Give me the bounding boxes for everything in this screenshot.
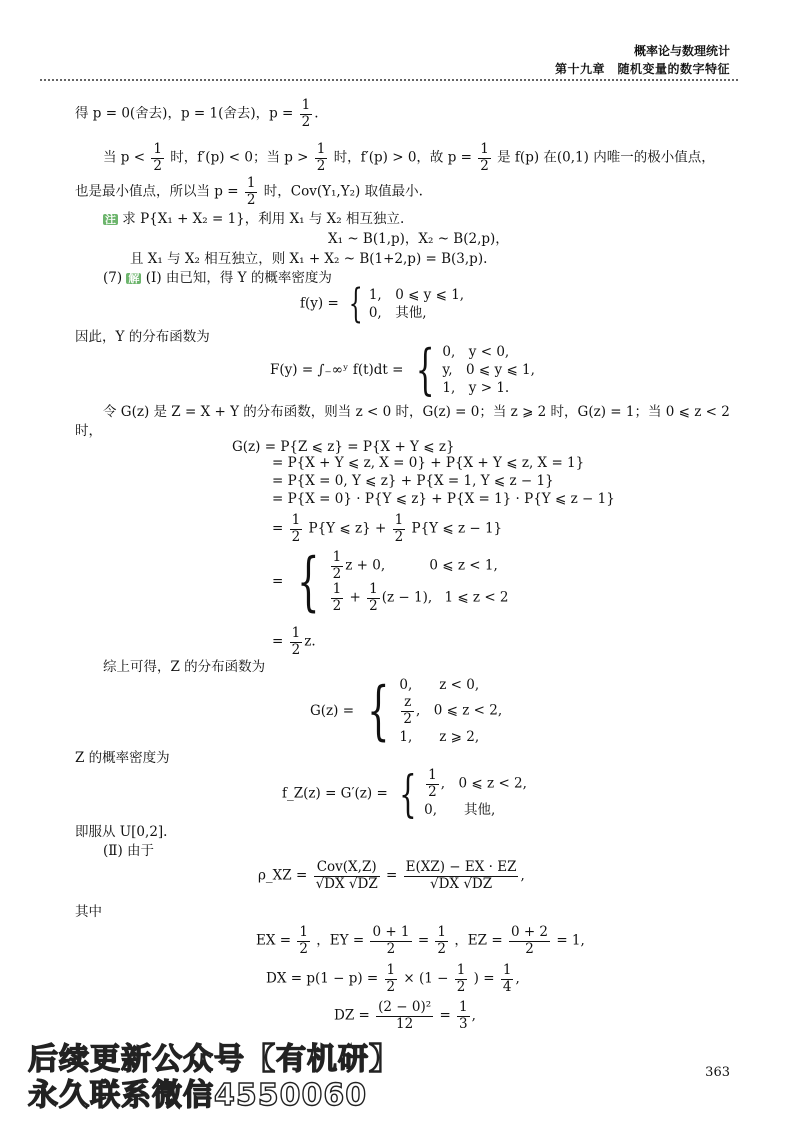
- formula-Gz: G(z) = { 0, z < 0, $\frac{z}{2}$ , 0 ⩽ z < 2, 1, z ⩾ 2,: [310, 674, 503, 749]
- watermark-line-1: 后续更新公众号【有机研】: [28, 1042, 400, 1077]
- text-line: 也是最小值点，所以当 p = $\frac{1}{2}$ 时，Cov(Y₁,Y₂) 取值最小.: [75, 175, 423, 208]
- text-line: 其中: [75, 904, 102, 920]
- solution-tag: 解: [128, 272, 140, 285]
- formula-dz: DZ = $\frac{\text{(2 − 0)²}}{12}$ = $\frac{1}{3}$ ,: [334, 999, 476, 1032]
- derivation-step: = P{X = 0, Y ⩽ z} + P{X = 1, Y ⩽ z − 1}: [272, 473, 554, 489]
- formula-expectations: EX = $\frac{1}{2}$ ，EY = $\frac{0 + 1}{2}$ = $\frac{1}{2}$ ，EZ = $\frac{0 + 2}{2}$ = 1,: [256, 924, 585, 957]
- formula-Fy: F(y) = ∫₋∞ʸ f(t)dt = { 0, y < 0, y, 0 ⩽ y ⩽ 1, 1, y > 1.: [270, 338, 535, 402]
- text-line: 因此，Y 的分布函数为: [75, 329, 210, 345]
- text-line: (Ⅱ) 由于: [103, 843, 155, 859]
- formula-rho: ρ_XZ = $\frac{\text{Cov(X,Z)}}{√DX √DZ}$ = $\frac{E(XZ) - EX \cdot EZ}{√DX √DZ}$ ,: [258, 859, 525, 892]
- note-tag: 注: [105, 213, 116, 226]
- text-line: X₁ ~ B(1,p)，X₂ ~ B(2,p)，: [328, 231, 509, 247]
- derivation-step: G(z) = P{Z ⩽ z} = P{X + Y ⩽ z}: [232, 439, 455, 455]
- book-title: 概率论与数理统计: [633, 44, 730, 58]
- formula-fz: f_Z(z) = G′(z) = { $\frac{1}{2}$ , 0 ⩽ z < 2, 0, 其他,: [282, 765, 527, 824]
- header-divider: [40, 79, 738, 81]
- text-line: 且 X₁ 与 X₂ 相互独立，则 X₁ + X₂ ~ B(1+2,p) = B(3,p).: [130, 251, 488, 267]
- derivation-step: = $\frac{1}{2}$ P{Y ⩽ z} + $\frac{1}{2}$ P{Y ⩽ z − 1}: [272, 512, 503, 545]
- text-line: 即服从 U[0,2].: [75, 824, 168, 840]
- text-line: 令 G(z) 是 Z = X + Y 的分布函数，则当 z < 0 时，G(z) = 0；当 z ⩾ 2 时，G(z) = 1；当 0 ⩽ z < 2: [103, 404, 730, 420]
- text-line: Z 的概率密度为: [75, 750, 170, 766]
- derivation-step: = P{X + Y ⩽ z, X = 0} + P{X + Y ⩽ z, X = 1}: [272, 455, 585, 471]
- text-line: 时，: [75, 423, 102, 439]
- page-number: 363: [705, 1065, 730, 1080]
- formula-fy: f(y) = { 1, 0 ⩽ y ⩽ 1, 0, 其他,: [300, 281, 465, 327]
- solution-line: (7) 解 (Ⅰ) 由已知，得 Y 的概率密度为: [103, 270, 332, 286]
- text-line: 综上可得，Z 的分布函数为: [103, 659, 266, 675]
- text-line: 当 p < $\frac{1}{2}$ 时，f′(p) < 0；当 p > $\frac{1}{2}$ 时，f′(p) > 0，故 p = $\frac{1}{2}$ 是 f(p) 在(0,1) 内唯一的极小值点，: [103, 141, 715, 174]
- text-line: 得 p = 0(舍去)，p = 1(舍去)，p = $\frac{1}{2}$ .: [75, 97, 319, 130]
- derivation-cases: = { $\frac{1}{2}$ z + 0, 0 ⩽ z < 1, $\frac{1}{2}$ + $\frac{1}{2}$ (z − 1), 1 ⩽ z < 2: [272, 545, 509, 620]
- formula-dx: DX = p(1 − p) = $\frac{1}{2}$ × (1 − $\frac{1}{2}$ ) = $\frac{1}{4}$ ,: [266, 962, 520, 995]
- derivation-step: = P{X = 0} · P{Y ⩽ z} + P{X = 1} · P{Y ⩽ z − 1}: [272, 491, 615, 507]
- derivation-step: = $\frac{1}{2}$ z.: [272, 625, 316, 658]
- note-line: 注 求 P{X₁ + X₂ = 1}，利用 X₁ 与 X₂ 相互独立.: [105, 211, 405, 227]
- watermark-line-2: 永久联系微信4550060: [28, 1078, 368, 1113]
- chapter-title: 第十九章 随机变量的数字特征: [554, 62, 730, 76]
